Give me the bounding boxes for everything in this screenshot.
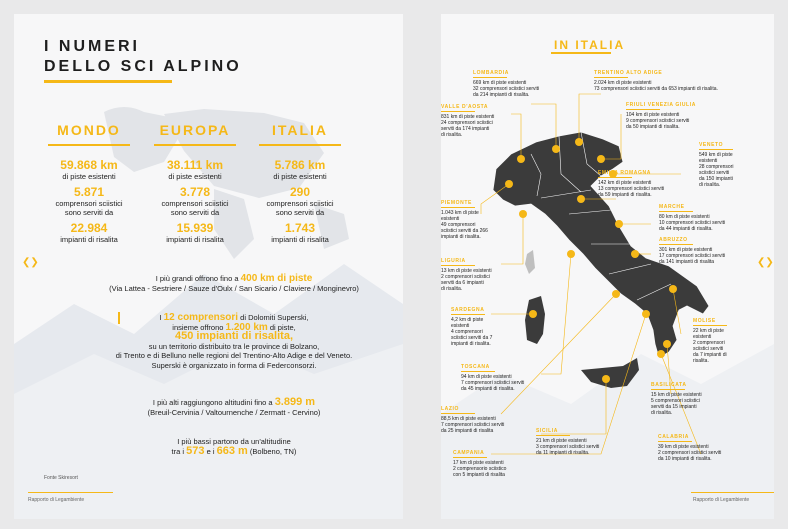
region-text: 2 comprensori sciistici serviti: [658, 450, 722, 456]
left-page: [14, 14, 403, 519]
region-text: da 44 impianti di risalita.: [659, 226, 713, 232]
column-heading: MONDO: [57, 122, 121, 138]
region-text: 17 comprensori sciistici serviti: [659, 253, 726, 259]
region-text: 831 km di piste esistenti: [441, 114, 495, 120]
impianti-label: impianti di risalita: [60, 235, 118, 244]
fact-text: I più grandi offrono fino a: [155, 274, 241, 283]
region-text: da 7 impianti di: [693, 352, 727, 358]
footer-rule: [28, 492, 113, 493]
region-text: sciistici serviti da 266: [441, 228, 488, 234]
km-value: 5.786 km: [274, 158, 326, 172]
fact-highlight: 450 impianti di risalita: [175, 330, 290, 342]
fact-text: di piste,: [267, 322, 296, 332]
impianti-value: 1.743: [284, 221, 316, 235]
fact-text: e i: [204, 446, 217, 456]
fact-highlight: 663 m: [216, 444, 248, 457]
fact-highlight: 400 km di piste: [240, 273, 313, 284]
km-value: 38.111 km: [166, 158, 224, 172]
region-text: sciistici serviti: [699, 170, 730, 176]
fact-text: insieme offrono: [172, 322, 226, 332]
region-trentino: [594, 70, 718, 92]
italy-title: IN ITALIA: [554, 38, 626, 52]
region-text: 32 comprensori sciistici serviti: [473, 86, 540, 92]
prev-page-arrow-icon[interactable]: ❮❯: [22, 257, 39, 268]
region-text: 5 comprensori sciistici: [651, 398, 700, 404]
region-text: di risalita.: [441, 132, 463, 138]
comprensori-label-2: sono serviti da: [275, 208, 325, 217]
region-text: 22 km di piste: [693, 328, 724, 334]
impianti-value: 15.939: [176, 221, 214, 235]
comprensori-value: 3.778: [179, 185, 211, 199]
region-text: 80 km di piste esistenti: [659, 214, 710, 220]
region-text: 4 comprensori: [451, 329, 483, 335]
region-text: 13 km di piste esistenti: [441, 268, 492, 274]
sardinia: [525, 296, 545, 344]
region-marche: [659, 204, 725, 232]
comprensori-label-2: sono serviti da: [64, 208, 114, 217]
impianti-label: impianti di risalita: [271, 235, 329, 244]
region-text: 2.024 km di piste esistenti: [594, 80, 652, 86]
region-text: da 50 impianti di risalita.: [626, 124, 680, 130]
region-name: EMILIA ROMAGNA: [598, 170, 651, 176]
km-value: 59.868 km: [60, 158, 118, 172]
region-name: SICILIA: [536, 428, 558, 434]
next-page-arrow-icon[interactable]: ❮❯: [757, 257, 774, 268]
comprensori-value: 5.871: [73, 185, 105, 199]
fact-highlight: 12 comprensori: [163, 312, 239, 323]
fact-detail: Superski è organizzato in forma di Federconsorzi.: [151, 360, 317, 370]
region-text: da 45 impianti di risalita.: [461, 386, 515, 392]
region-text: da 150 impianti: [699, 176, 733, 182]
right-page: [441, 14, 774, 519]
region-text: impianti di risalita.: [441, 234, 481, 240]
region-valle-daosta: [441, 104, 494, 138]
comprensori-value: 290: [289, 185, 311, 199]
footer-text: Rapporto di Legambiente: [28, 497, 85, 503]
page-title: [44, 37, 242, 77]
region-text: 13 comprensori sciistici serviti: [598, 186, 665, 192]
region-text: 88,5 km di piste esistenti: [441, 416, 496, 422]
region-text: esistenti: [441, 216, 460, 222]
heading-underline: [48, 144, 130, 146]
stat-column-italia: [245, 122, 355, 244]
region-name: CALABRIA: [658, 434, 689, 440]
region-text: 1.043 km di piste: [441, 210, 479, 216]
region-lombardia: [473, 70, 539, 98]
region-text: 549 km di piste: [699, 152, 733, 158]
column-heading: ITALIA: [271, 122, 329, 138]
region-text: sciistici serviti da 7: [451, 335, 493, 341]
fact-dolomiti: [74, 313, 394, 370]
region-text: serviti da 15 impianti: [651, 404, 697, 410]
region-text: esistenti: [699, 158, 718, 164]
region-text: di risalita.: [441, 286, 463, 292]
region-text: 24 comprensori sciistici: [441, 120, 493, 126]
region-text: 301 km di piste esistenti: [659, 247, 713, 253]
region-name: CAMPANIA: [453, 450, 485, 456]
region-text: risalita.: [693, 358, 709, 364]
region-text: da 10 impianti di risalita.: [658, 456, 712, 462]
comprensori-label-2: sono serviti da: [170, 208, 220, 217]
region-text: serviti da 174 impianti: [441, 126, 490, 132]
fact-lowest: [74, 437, 394, 456]
region-emilia-romagna: [598, 170, 664, 198]
stat-column-europa: [140, 122, 250, 244]
region-text: 9 comprensori sciistici serviti: [626, 118, 690, 124]
region-text: serviti da 6 impianti: [441, 280, 484, 286]
region-name: LAZIO: [441, 406, 459, 412]
impianti-value: 22.984: [70, 221, 108, 235]
region-abruzzo: [659, 237, 725, 265]
comprensori-label: comprensori sciistici: [266, 199, 334, 208]
column-heading: EUROPA: [159, 122, 231, 138]
region-friuli: [626, 102, 696, 130]
title-line-2: DELLO SCI ALPINO: [44, 58, 242, 75]
footer-text: Rapporto di Legambiente: [693, 497, 750, 503]
region-liguria: [441, 258, 492, 292]
region-toscana: [461, 364, 524, 392]
region-campania: [453, 450, 506, 478]
region-text: 94 km di piste esistenti: [461, 374, 512, 380]
region-sardegna: [451, 307, 492, 347]
region-text: con 5 impianti di risalita: [453, 472, 505, 478]
fact-highlight: 3.899 m: [274, 396, 316, 408]
km-label: di piste esistenti: [273, 172, 327, 181]
fact-text: I: [159, 313, 164, 322]
fact-highest: [74, 398, 394, 417]
region-lazio: [441, 406, 504, 434]
region-text: 7 comprensori sciistici serviti: [461, 380, 525, 386]
region-text: 4,2 km di piste: [451, 317, 484, 323]
region-name: FRIULI VENEZIA GIULIA: [626, 102, 696, 108]
impianti-label: impianti di risalita: [166, 235, 224, 244]
fact-text: (Bolbeno, TN): [247, 446, 297, 456]
region-name: TOSCANA: [461, 364, 490, 370]
region-text: 2 comprensori: [693, 340, 725, 346]
region-text: da 214 impianti di risalita.: [473, 92, 530, 98]
region-name: MOLISE: [693, 318, 716, 324]
region-text: esistenti: [693, 334, 712, 340]
fact-detail: (Breuil-Cervinia / Valtournenche / Zermatt - Cervino): [147, 407, 321, 417]
region-text: 2 comprensori sciistici: [441, 274, 490, 280]
region-basilicata: [651, 382, 702, 416]
fact-text: I più bassi partono da un'altitudine: [177, 437, 291, 446]
region-piemonte: [441, 200, 488, 240]
region-name: ABRUZZO: [659, 237, 688, 243]
title-line-1: I NUMERI: [44, 38, 140, 55]
fact-text: tra i: [171, 446, 187, 456]
heading-underline: [154, 144, 236, 146]
region-text: di risalita.: [651, 410, 673, 416]
region-name: MARCHE: [659, 204, 685, 210]
region-name: VENETO: [699, 142, 724, 148]
region-text: 28 comprensori: [699, 164, 734, 170]
region-name: BASILICATA: [651, 382, 687, 388]
region-text: di risalita.: [699, 182, 721, 188]
region-text: 39 km di piste esistenti: [658, 444, 709, 450]
region-text: 15 km di piste esistenti: [651, 392, 702, 398]
region-text: 73 comprensori sciistici serviti da 653 impianti di risalita.: [594, 86, 718, 92]
region-name: LOMBARDIA: [473, 70, 509, 76]
region-sicilia: [536, 428, 599, 456]
fact-text: di Dolomiti Superski,: [238, 313, 309, 322]
fact-text: ,: [289, 330, 293, 342]
footer-rule: [691, 492, 774, 493]
region-text: esistenti: [451, 323, 470, 329]
km-label: di piste esistenti: [62, 172, 116, 181]
region-name: VALLE D'AOSTA: [441, 104, 489, 110]
fact-detail: su un territorio distribuito tra le province di Bolzano,: [148, 341, 320, 351]
region-calabria: [658, 434, 721, 462]
fact-highlight: 1.200 km: [225, 321, 268, 333]
region-name: PIEMONTE: [441, 200, 472, 206]
region-text: da 59 impianti di risalita.: [598, 192, 652, 198]
stat-column-mondo: [34, 122, 144, 244]
corsica: [525, 250, 535, 274]
comprensori-label: comprensori sciistici: [161, 199, 229, 208]
region-name: LIGURIA: [441, 258, 466, 264]
region-text: 7 comprensori sciistici serviti: [441, 422, 505, 428]
region-text: 669 km di piste esistenti: [473, 80, 527, 86]
comprensori-label: comprensori sciistici: [55, 199, 123, 208]
km-label: di piste esistenti: [168, 172, 222, 181]
region-text: 21 km di piste esistenti: [536, 438, 587, 444]
region-text: 49 comprensori: [441, 222, 476, 228]
fact-highlight: 573: [186, 444, 205, 457]
region-name: TRENTINO ALTO ADIGE: [594, 70, 663, 76]
region-text: 2 comprensorio sciistico: [453, 466, 507, 472]
region-text: sciistici serviti: [693, 346, 724, 352]
region-name: SARDEGNA: [451, 307, 485, 313]
fact-detail: (Via Lattea - Sestriere / Sauze d'Oulx / San Sicario / Claviere / Monginevro): [109, 283, 359, 293]
region-text: 17 km di piste esistenti: [453, 460, 504, 466]
region-text: 10 comprensori sciistici serviti: [659, 220, 726, 226]
region-text: 3 comprensori sciistici serviti: [536, 444, 600, 450]
region-text: da 25 impianti di risalita: [441, 428, 494, 434]
region-molise: [693, 318, 727, 364]
region-text: da 141 impianti di risalita: [659, 259, 715, 265]
heading-underline: [259, 144, 341, 146]
region-text: impianti di risalita.: [451, 341, 491, 347]
source-note: Fonte Skiresort: [44, 475, 78, 481]
fact-detail: di Trento e di Belluno nelle regioni del Trentino-Alto Adige e del Veneto.: [115, 351, 353, 360]
region-veneto: [699, 142, 733, 188]
region-text: 142 km di piste esistenti: [598, 180, 652, 186]
fact-text: I più alti raggiungono altitudini fino a: [152, 398, 275, 407]
region-text: da 11 impianti di risalita.: [536, 450, 590, 456]
title-underline: [44, 80, 172, 83]
region-text: 104 km di piste esistenti: [626, 112, 680, 118]
fact-largest-area: [74, 274, 394, 293]
